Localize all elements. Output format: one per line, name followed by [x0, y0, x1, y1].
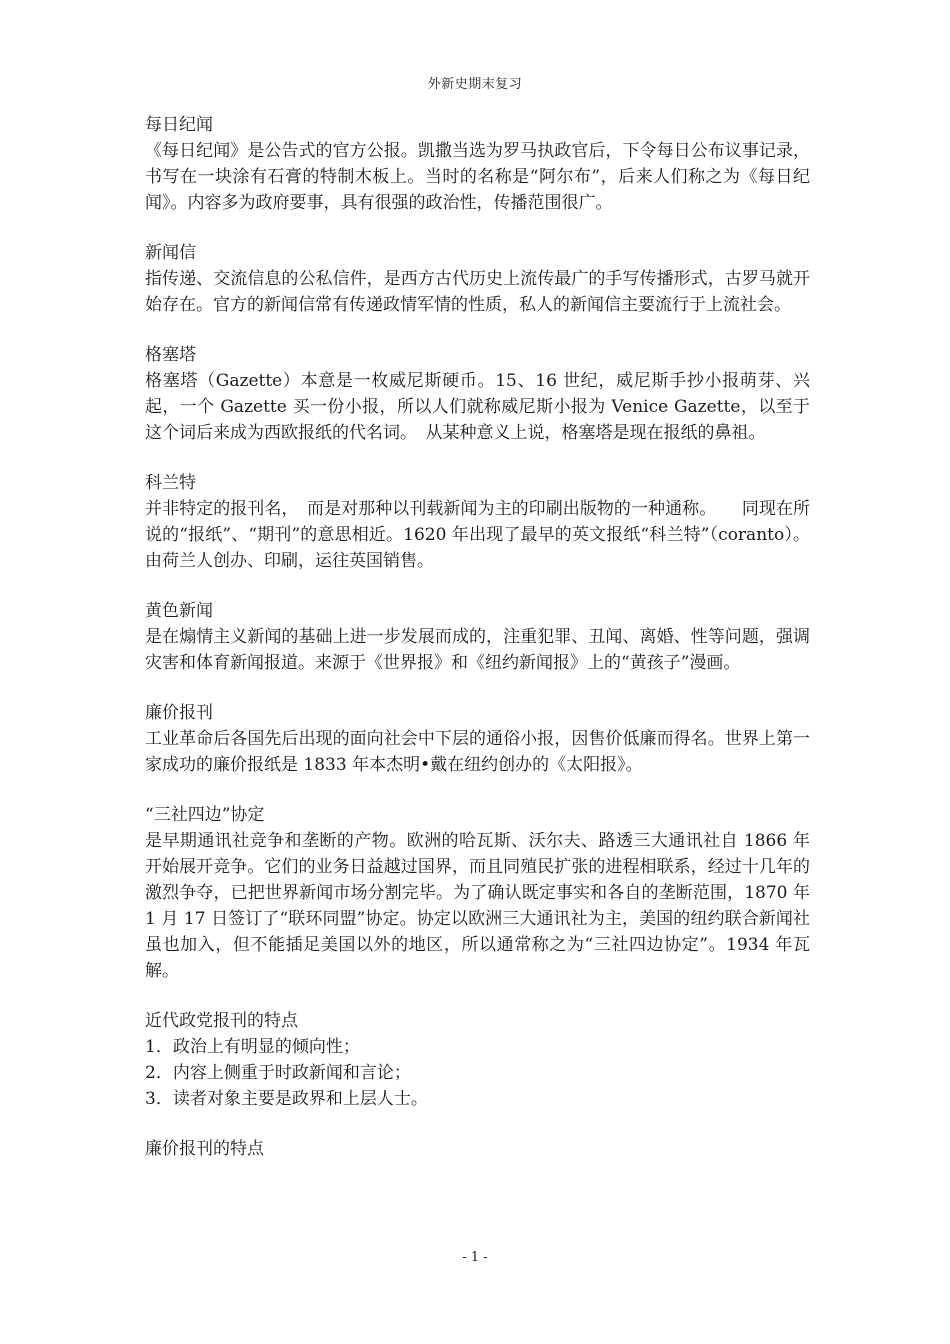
- section-news-agency-treaty: [145, 802, 810, 984]
- list-item: 1．政治上有明显的倾向性；: [145, 1037, 360, 1057]
- section-news-letter: [145, 240, 810, 318]
- section-gazette: [145, 342, 810, 446]
- section-penny-press: [145, 700, 810, 778]
- section-party-press-features: [145, 1008, 810, 1112]
- section-title: 科兰特: [145, 473, 196, 493]
- section-penny-press-features: [145, 1136, 810, 1162]
- section-title: 新闻信: [145, 243, 196, 263]
- section-body: 工业革命后各国先后出现的面向社会中下层的通俗小报，因售价低廉而得名。世界上第一家成功的廉价报纸是 1833 年本杰明•戴在纽约创办的《太阳报》。: [145, 729, 810, 775]
- page-number: - 1 -: [462, 1250, 488, 1265]
- section-title: 廉价报刊: [145, 703, 213, 723]
- section-body: 格塞塔（Gazette）本意是一枚威尼斯硬币。15、16 世纪，威尼斯手抄小报萌芽、兴起，一个 Gazette 买一份小报，所以人们就称威尼斯小报为 Venice Gazette，以至于这个词后来成为西欧报纸的代名词。 从某种意义上说，格塞塔是现在报纸的鼻祖。: [145, 371, 810, 443]
- section-title: 每日纪闻: [145, 115, 213, 135]
- section-body: 并非特定的报刊名， 而是对那种以刊载新闻为主的印刷出版物的一种通称。 同现在所说的“报纸”、“期刊”的意思相近。1620 年出现了最早的英文报纸“科兰特”（coranto）。由荷兰人创办、印刷，运往英国销售。: [145, 499, 810, 571]
- section-title: 廉价报刊的特点: [145, 1139, 264, 1159]
- section-body: 指传递、交流信息的公私信件，是西方古代历史上流传最广的手写传播形式，古罗马就开始存在。官方的新闻信常有传递政情军情的性质，私人的新闻信主要流行于上流社会。: [145, 269, 810, 315]
- list-item: 3．读者对象主要是政界和上层人士。: [145, 1089, 428, 1109]
- document-content: [145, 112, 810, 1186]
- section-body: 是在煽情主义新闻的基础上进一步发展而成的，注重犯罪、丑闻、离婚、性等问题，强调灾害和体育新闻报道。来源于《世界报》和《纽约新闻报》上的“黄孩子”漫画。: [145, 627, 810, 673]
- section-title: 近代政党报刊的特点: [145, 1011, 298, 1031]
- section-coranto: [145, 470, 810, 574]
- section-body: 《每日纪闻》是公告式的官方公报。凯撒当选为罗马执政官后，下令每日公布议事记录，书写在一块涂有石膏的特制木板上。当时的名称是“阿尔布”，后来人们称之为《每日纪闻》。内容多为政府要事，具有很强的政治性，传播范围很广。: [145, 141, 810, 213]
- section-title: 黄色新闻: [145, 601, 213, 621]
- section-title: “三社四边”协定: [145, 805, 265, 825]
- running-header: 外新史期末复习: [427, 77, 523, 92]
- list-item: 2．内容上侧重于时政新闻和言论；: [145, 1063, 411, 1083]
- section-yellow-journalism: [145, 598, 810, 676]
- section-body: 是早期通讯社竞争和垄断的产物。欧洲的哈瓦斯、沃尔夫、路透三大通讯社自 1866 年开始展开竞争。它们的业务日益越过国界，而且同殖民扩张的进程相联系，经过十几年的激烈争夺，已把世界新闻市场分割完毕。为了确认既定事实和各自的垄断范围，1870 年 1 月 17 日签订了“联环同盟”协定。协定以欧洲三大通讯社为主，美国的纽约联合新闻社虽也加入，但不能插足美国以外的地区，所以通常称之为“三社四边协定”。1934 年瓦解。: [145, 831, 810, 981]
- section-title: 格塞塔: [145, 345, 196, 365]
- section-daily-news: [145, 112, 810, 216]
